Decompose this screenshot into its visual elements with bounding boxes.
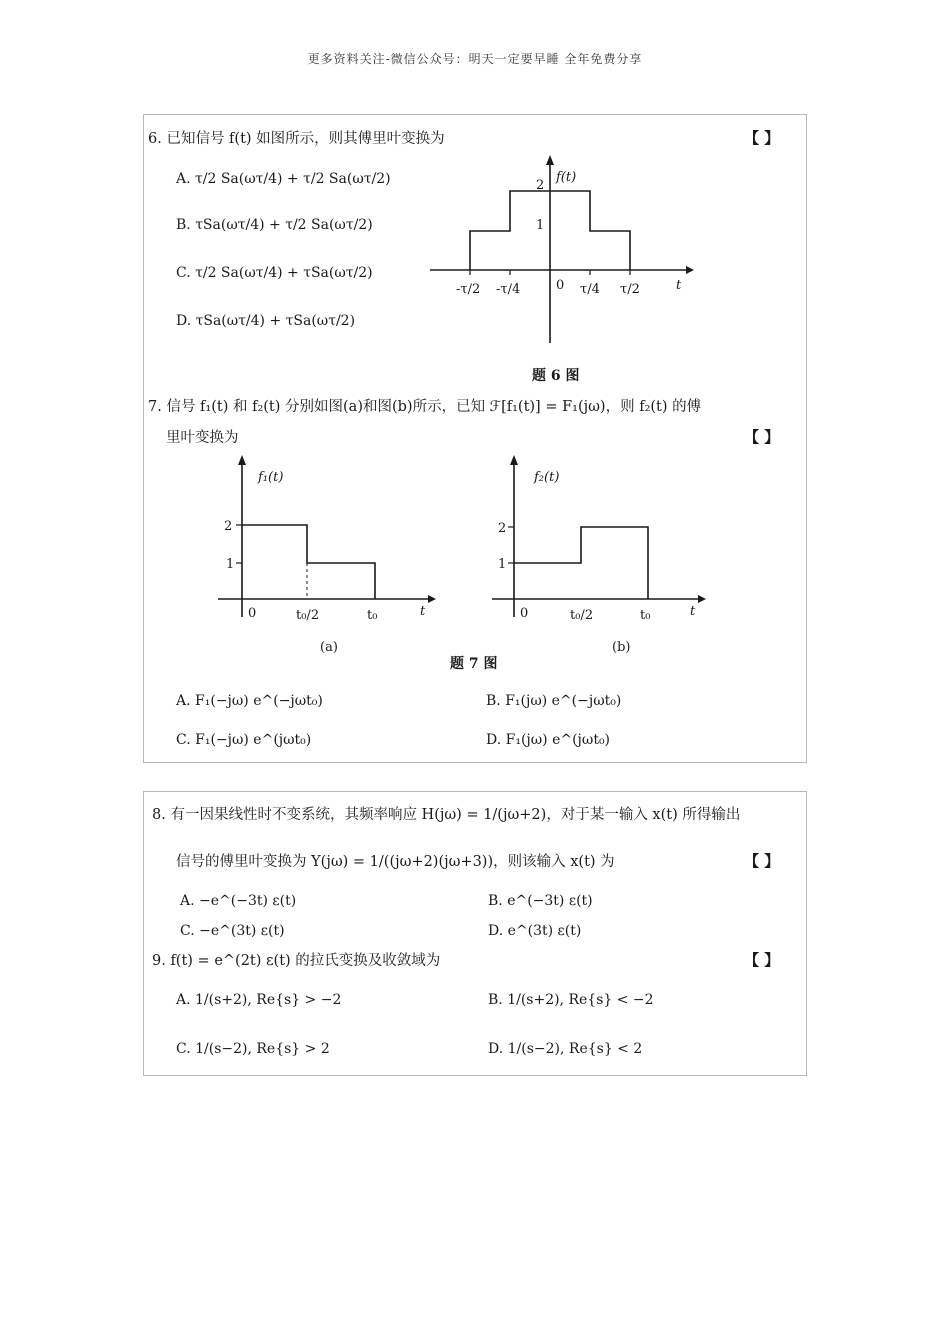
q6-x-tick-neg-half: -τ/2 [456, 282, 481, 297]
q6-x-tick-zero: 0 [556, 278, 565, 293]
q6-x-axis-arrow [686, 266, 694, 274]
q7b-y-tick-2: 2 [498, 521, 507, 536]
q7-answer-bracket: 【 】 [744, 428, 780, 446]
q8-stem-line1: 8. 有一因果线性时不变系统，其频率响应 H(jω) = 1/(jω+2)，对于某一输入 x(t) 所得输出 [152, 807, 741, 823]
q6-y-axis-arrow [546, 155, 554, 165]
q9-option-d: D. 1/(s−2), Re{s} < 2 [488, 1041, 643, 1057]
q6-figure-caption: 题 6 图 [532, 368, 580, 384]
q7-graph-a-label: (a) [320, 640, 338, 655]
q7b-y-tick-1: 1 [498, 557, 507, 572]
q6-option-b: B. τSa(ωτ/4) + τ/2 Sa(ωτ/2) [176, 217, 373, 233]
q7-option-b: B. F₁(jω) e^(−jωt₀) [486, 693, 622, 709]
q7a-x-tick-t0: t₀ [367, 608, 378, 623]
q6-x-tick-quarter: τ/4 [580, 282, 600, 297]
q7a-x-label: t [420, 604, 426, 619]
q6-y-tick-2: 2 [536, 178, 545, 193]
q7b-x-tick-t0: t₀ [640, 608, 651, 623]
q7-option-a: A. F₁(−jω) e^(−jωt₀) [176, 693, 323, 709]
q6-y-label: f(t) [556, 170, 577, 185]
q7-graph-a [214, 451, 444, 621]
q6-signal-graph [424, 155, 704, 355]
q7-stem-line2: 里叶变换为 [166, 430, 239, 446]
question-box-6-7 [143, 114, 807, 763]
q6-option-d: D. τSa(ωτ/4) + τSa(ωτ/2) [176, 313, 356, 329]
q8-option-a: A. −e^(−3t) ε(t) [180, 893, 297, 909]
q7-graph-b [488, 451, 718, 621]
q7b-x-tick-zero: 0 [520, 606, 529, 621]
q7a-y-tick-2: 2 [224, 519, 233, 534]
q7-figure-caption: 题 7 图 [450, 656, 498, 672]
q6-x-tick-neg-quarter: -τ/4 [496, 282, 521, 297]
question-box-8-9 [143, 791, 807, 1076]
q6-stem: 6. 已知信号 f(t) 如图所示，则其傅里叶变换为 [148, 131, 445, 147]
q9-answer-bracket: 【 】 [744, 951, 780, 969]
q9-stem: 9. f(t) = e^(2t) ε(t) 的拉氏变换及收敛域为 [152, 953, 441, 969]
page-header-note: 更多资料关注-微信公众号：明天一定要早睡 全年免费分享 [307, 52, 643, 66]
q7a-x-tick-zero: 0 [248, 606, 257, 621]
q9-option-c: C. 1/(s−2), Re{s} > 2 [176, 1041, 330, 1057]
q6-x-label: t [676, 278, 682, 293]
q7b-signal-trace [514, 527, 648, 599]
q7a-signal-trace [242, 525, 375, 599]
q6-option-a: A. τ/2 Sa(ωτ/4) + τ/2 Sa(ωτ/2) [176, 171, 391, 187]
q8-option-d: D. e^(3t) ε(t) [488, 923, 582, 939]
q8-stem-line2: 信号的傅里叶变换为 Y(jω) = 1/((jω+2)(jω+3))，则该输入 x(t) 为 [176, 854, 615, 870]
q7b-x-tick-half: t₀/2 [570, 608, 594, 623]
q7-option-c: C. F₁(−jω) e^(jωt₀) [176, 732, 312, 748]
q6-x-tick-half: τ/2 [620, 282, 640, 297]
q7a-y-tick-1: 1 [226, 557, 235, 572]
q7b-x-label: t [690, 604, 696, 619]
q9-option-b: B. 1/(s+2), Re{s} < −2 [488, 992, 654, 1008]
q7a-x-tick-half: t₀/2 [296, 608, 320, 623]
q7-stem-line1: 7. 信号 f₁(t) 和 f₂(t) 分别如图(a)和图(b)所示，已知 ℱ[f₁(t)] = F₁(jω)，则 f₂(t) 的傅 [148, 399, 702, 415]
q7-option-d: D. F₁(jω) e^(jωt₀) [486, 732, 611, 748]
q8-answer-bracket: 【 】 [744, 852, 780, 870]
q7b-y-label: f₂(t) [534, 470, 560, 485]
q6-answer-bracket: 【 】 [744, 129, 780, 147]
q8-option-b: B. e^(−3t) ε(t) [488, 893, 593, 909]
q8-option-c: C. −e^(3t) ε(t) [180, 923, 285, 939]
q7-graph-b-label: (b) [612, 640, 631, 655]
q9-option-a: A. 1/(s+2), Re{s} > −2 [176, 992, 342, 1008]
q7a-y-label: f₁(t) [258, 470, 284, 485]
q6-y-tick-1: 1 [536, 218, 545, 233]
q6-option-c: C. τ/2 Sa(ωτ/4) + τSa(ωτ/2) [176, 265, 373, 281]
